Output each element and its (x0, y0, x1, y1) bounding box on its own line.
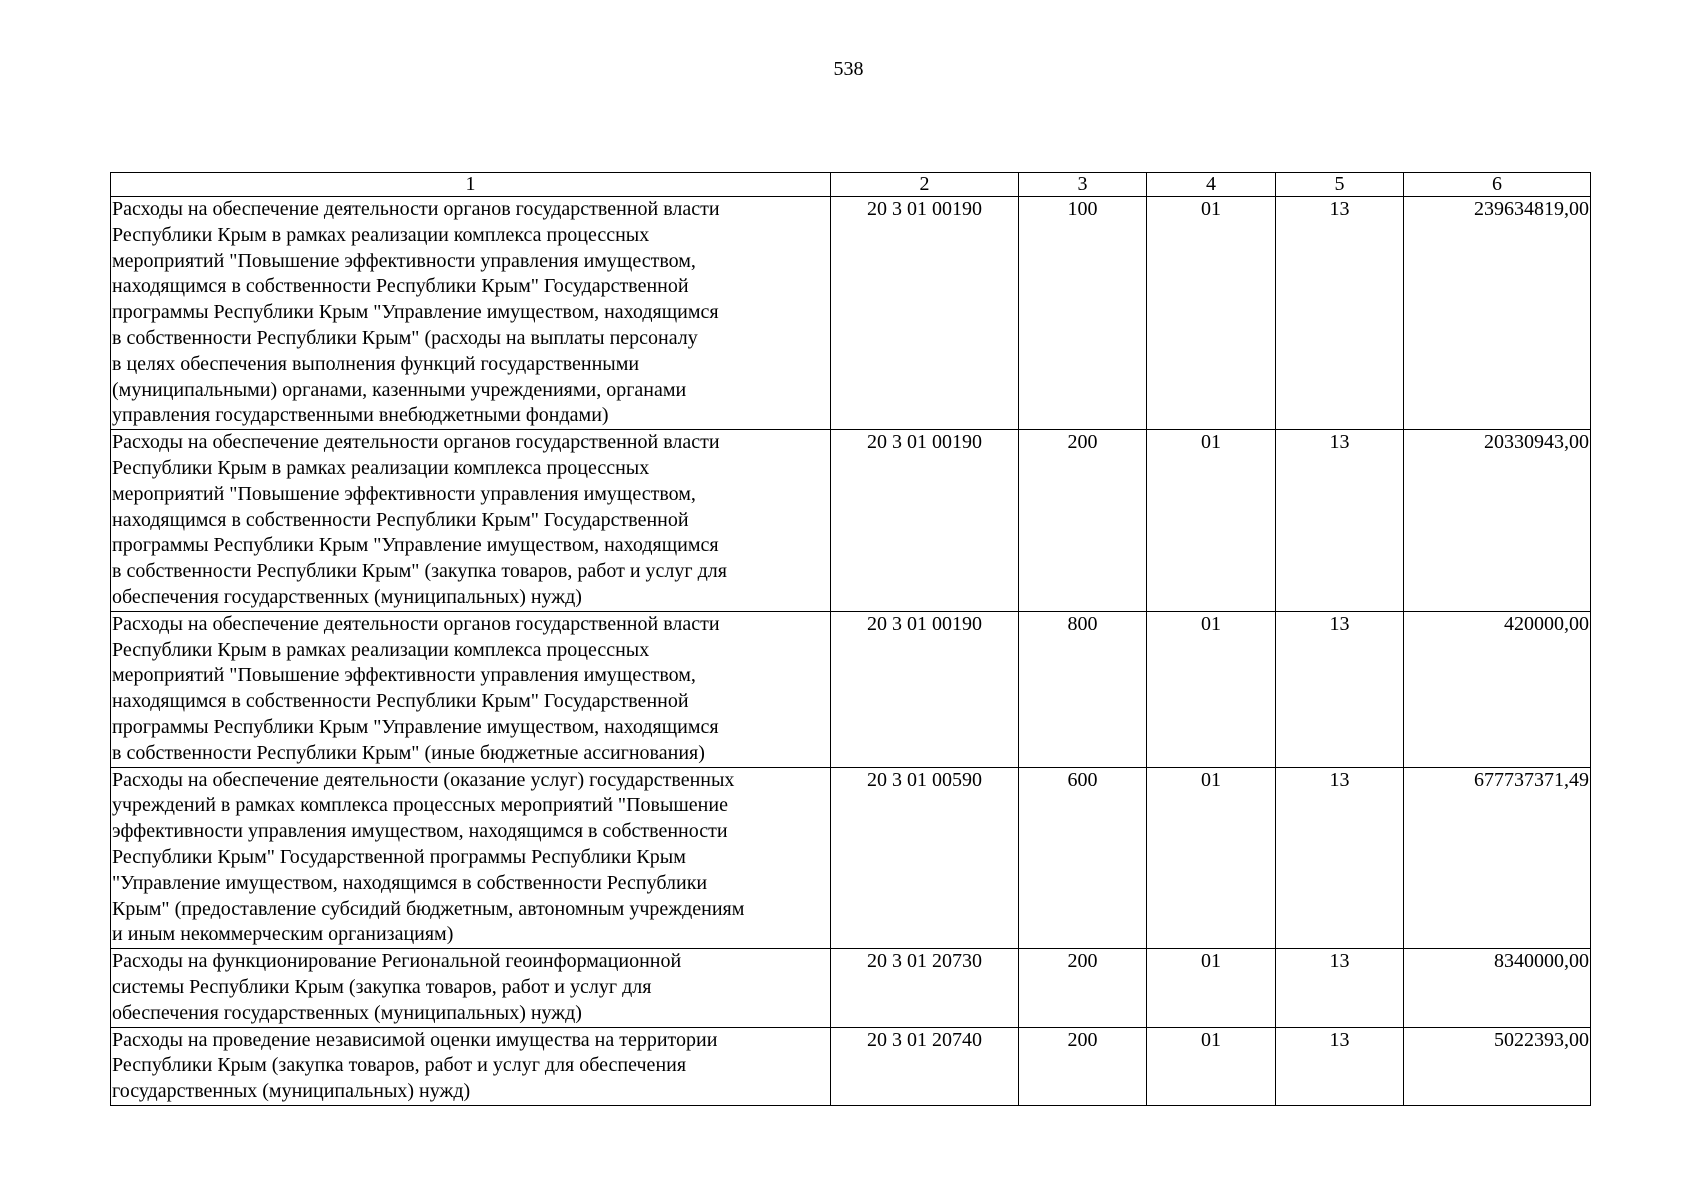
target-article-code: 20 3 01 20730 (831, 949, 1019, 1027)
subsection-code: 13 (1276, 430, 1404, 612)
description-line: Расходы на функционирование Региональной геоинформационной (112, 950, 682, 973)
description-line: в собственности Республики Крым" (закупка товаров, работ и услуг для (112, 560, 727, 583)
description-line: обеспечения государственных (муниципальных) нужд) (112, 1001, 582, 1024)
amount: 239634819,00 (1404, 197, 1591, 430)
description-line: в собственности Республики Крым" (расходы на выплаты персоналу (112, 326, 698, 349)
target-article-code: 20 3 01 20740 (831, 1027, 1019, 1105)
column-header-4: 4 (1147, 173, 1276, 197)
expense-type-code: 200 (1019, 1027, 1147, 1105)
column-header-3: 3 (1019, 173, 1147, 197)
target-article-code: 20 3 01 00190 (831, 430, 1019, 612)
description-line: Республики Крым в рамках реализации комплекса процессных (112, 223, 650, 246)
target-article-code: 20 3 01 00190 (831, 197, 1019, 430)
column-header-1: 1 (111, 173, 831, 197)
row-description (111, 430, 831, 612)
description-line: Республики Крым (закупка товаров, работ и услуг для обеспечения (112, 1054, 687, 1077)
amount: 677737371,49 (1404, 767, 1591, 949)
expense-type-code: 100 (1019, 197, 1147, 430)
header-row (111, 173, 1591, 197)
description-line: находящимся в собственности Республики Крым" Государственной (112, 508, 689, 531)
description-line: находящимся в собственности Республики Крым" Государственной (112, 275, 689, 298)
table-row (111, 949, 1591, 1027)
amount: 8340000,00 (1404, 949, 1591, 1027)
description-line: учреждений в рамках комплекса процессных мероприятий "Повышение (112, 794, 728, 817)
expense-type-code: 800 (1019, 611, 1147, 767)
table-row (111, 197, 1591, 430)
description-line: программы Республики Крым "Управление имуществом, находящимся (112, 534, 719, 557)
description-line: мероприятий "Повышение эффективности управления имуществом, (112, 664, 696, 687)
description-line: находящимся в собственности Республики Крым" Государственной (112, 690, 689, 713)
row-description (111, 949, 831, 1027)
subsection-code: 13 (1276, 1027, 1404, 1105)
budget-table (110, 172, 1591, 1106)
target-article-code: 20 3 01 00590 (831, 767, 1019, 949)
description-line: обеспечения государственных (муниципальных) нужд) (112, 585, 582, 608)
row-description (111, 611, 831, 767)
table-row (111, 767, 1591, 949)
page-number: 538 (833, 58, 864, 80)
row-description (111, 767, 831, 949)
description-line: в собственности Республики Крым" (иные бюджетные ассигнования) (112, 741, 705, 764)
description-line: Республики Крым в рамках реализации комплекса процессных (112, 456, 650, 479)
column-header-6: 6 (1404, 173, 1591, 197)
section-code: 01 (1147, 611, 1276, 767)
section-code: 01 (1147, 197, 1276, 430)
amount: 5022393,00 (1404, 1027, 1591, 1105)
description-line: управления государственными внебюджетными фондами) (112, 404, 609, 427)
amount: 420000,00 (1404, 611, 1591, 767)
description-line: Крым" (предоставление субсидий бюджетным, автономным учреждениям (112, 897, 745, 920)
expense-type-code: 200 (1019, 949, 1147, 1027)
description-line: системы Республики Крым (закупка товаров, работ и услуг для (112, 975, 652, 998)
section-code: 01 (1147, 949, 1276, 1027)
description-line: мероприятий "Повышение эффективности управления имуществом, (112, 482, 696, 505)
subsection-code: 13 (1276, 611, 1404, 767)
description-line: Расходы на обеспечение деятельности органов государственной власти (112, 431, 720, 454)
row-description (111, 1027, 831, 1105)
description-line: (муниципальными) органами, казенными учреждениями, органами (112, 378, 687, 401)
description-line: "Управление имуществом, находящимся в собственности Республики (112, 871, 708, 894)
description-line: программы Республики Крым "Управление имуществом, находящимся (112, 715, 719, 738)
column-header-2: 2 (831, 173, 1019, 197)
expense-type-code: 200 (1019, 430, 1147, 612)
description-line: программы Республики Крым "Управление имуществом, находящимся (112, 301, 719, 324)
description-line: мероприятий "Повышение эффективности управления имуществом, (112, 249, 696, 272)
table-row (111, 611, 1591, 767)
subsection-code: 13 (1276, 197, 1404, 430)
description-line: Расходы на обеспечение деятельности органов государственной власти (112, 612, 720, 635)
description-line: Республики Крым в рамках реализации комплекса процессных (112, 638, 650, 661)
description-line: Расходы на обеспечение деятельности органов государственной власти (112, 198, 720, 220)
description-line: государственных (муниципальных) нужд) (112, 1080, 471, 1103)
expense-type-code: 600 (1019, 767, 1147, 949)
target-article-code: 20 3 01 00190 (831, 611, 1019, 767)
row-description (111, 197, 831, 430)
column-header-5: 5 (1276, 173, 1404, 197)
description-line: и иным некоммерческим организациям) (112, 923, 454, 946)
description-line: Республики Крым" Государственной программы Республики Крым (112, 845, 686, 868)
amount: 20330943,00 (1404, 430, 1591, 612)
description-line: в целях обеспечения выполнения функций государственными (112, 352, 640, 375)
description-line: Расходы на обеспечение деятельности (оказание услуг) государственных (112, 768, 735, 791)
section-code: 01 (1147, 767, 1276, 949)
description-line: Расходы на проведение независимой оценки имущества на территории (112, 1028, 718, 1051)
table-row (111, 1027, 1591, 1105)
description-line: эффективности управления имуществом, находящимся в собственности (112, 820, 728, 843)
section-code: 01 (1147, 1027, 1276, 1105)
subsection-code: 13 (1276, 949, 1404, 1027)
table-row (111, 430, 1591, 612)
subsection-code: 13 (1276, 767, 1404, 949)
section-code: 01 (1147, 430, 1276, 612)
